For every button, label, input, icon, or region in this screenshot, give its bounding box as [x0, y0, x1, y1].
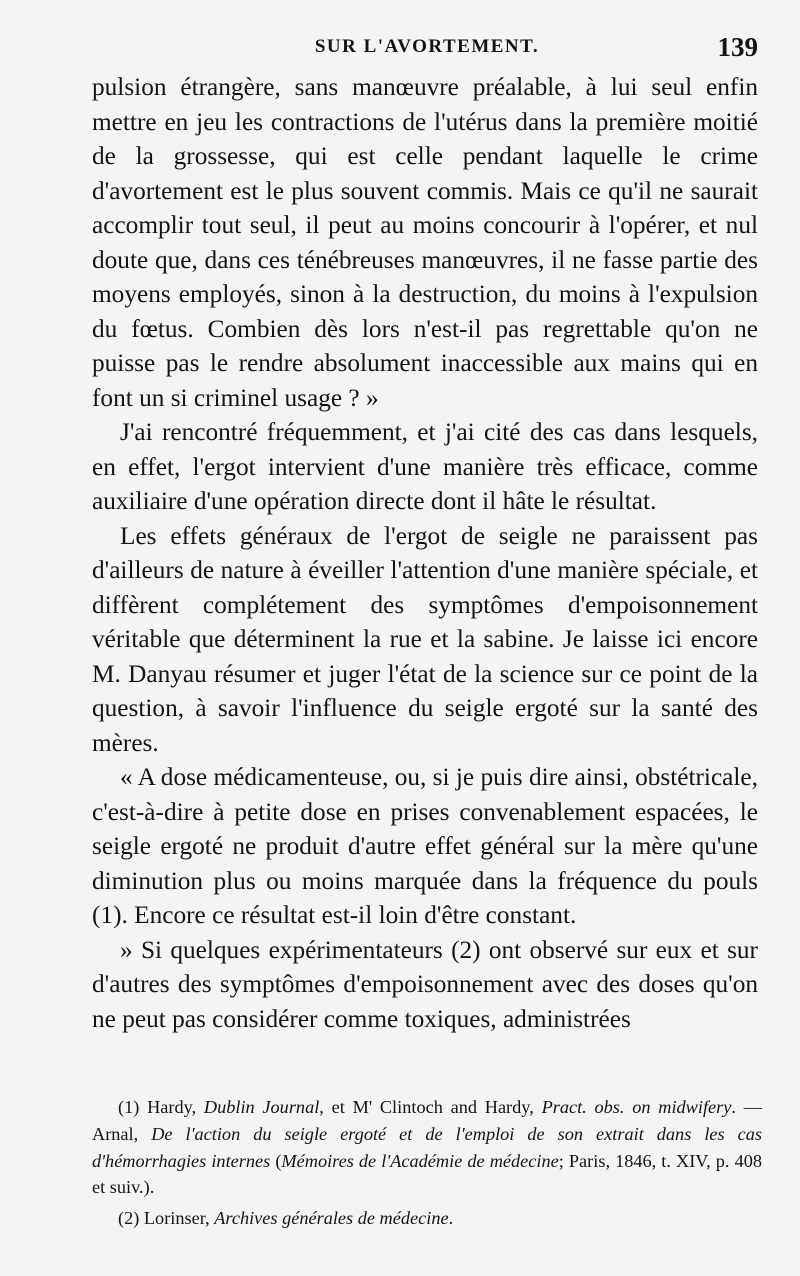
- footnote-italic: De l'action du seigle ergoté et de l'emploi de son extrait dans les cas d'hémorrhagies internes: [92, 1123, 762, 1171]
- footnote-text: (1) Hardy,: [118, 1097, 204, 1117]
- footnote-italic: Pract. obs. on midwifery: [541, 1097, 732, 1117]
- paragraph: pulsion étrangère, sans manœuvre préalable, à lui seul enfin mettre en jeu les contractions de l'utérus dans la première moitié de la grossesse, qui est celle pendant laquelle le crime d'avortement est le plus souvent commis. Mais ce qu'il ne saurait accomplir tout seul, il peut au moins concourir à l'opérer, et nul doute que, dans ces ténébreuses manœuvres, il ne fasse partie des moyens employés, sinon à la destruction, du moins à l'expulsion du fœtus. Combien dès lors n'est-il pas regrettable qu'on ne puisse pas le rendre absolument inaccessible aux mains qui en font un si criminel usage ? »: [92, 73, 758, 412]
- running-head: SUR L'AVORTEMENT.: [314, 36, 540, 57]
- footnote-italic: Dublin Journal: [203, 1097, 320, 1117]
- paragraph: Les effets généraux de l'ergot de seigle ne paraissent pas d'ailleurs de nature à éveiller l'attention d'une manière spéciale, et diffèrent complétement des symptômes d'empoisonnement véritable que déterminent la rue et la sabine. Je laisse ici encore M. Danyau résumer et juger l'état de la science sur ce point de la question, à savoir l'influence du seigle ergoté sur la santé des mères.: [92, 521, 758, 757]
- quote-paragraph: » Si quelques expérimentateurs (2) ont observé sur eux et sur d'autres des symptômes d'empoisonnement avec des doses qu'on ne peut pas considérer comme toxiques, administrées: [92, 935, 758, 1033]
- footnote-italic: Mémoires de l'Académie de médecine: [281, 1150, 559, 1171]
- paragraph: J'ai rencontré fréquemment, et j'ai cité des cas dans lesquels, en effet, l'ergot intervient d'une manière très efficace, comme auxiliaire d'une opération directe dont il hâte le résultat.: [92, 418, 758, 515]
- quote-paragraph: « A dose médicamenteuse, ou, si je puis dire ainsi, obstétricale, c'est-à-dire à petite dose en prises convenablement espacées, le seigle ergoté ne produit d'autre effet général sur la mère qu'une diminution plus ou moins marquée dans la fréquence du pouls (1). Encore ce résultat est-il loin d'être constant.: [92, 763, 758, 929]
- footnote-text: . — Arnal,: [92, 1097, 762, 1144]
- footnote-text: , et M' Clintoch and Hardy,: [319, 1097, 542, 1117]
- footnote-1: [92, 1094, 762, 1201]
- body-text: [92, 70, 758, 1036]
- footnotes: [92, 1094, 762, 1236]
- footnote-italic: Archives générales de médecine: [214, 1208, 449, 1229]
- footnote-text: (: [270, 1150, 282, 1171]
- footnote-2: [92, 1205, 762, 1232]
- footnote-text: .: [448, 1208, 454, 1229]
- page-number: 139: [717, 32, 758, 62]
- footnote-text: ; Paris, 1846, t. XIV, p. 408 et suiv.).: [92, 1150, 762, 1198]
- footnote-text: (2) Lorinser,: [118, 1208, 215, 1229]
- page-header: [92, 32, 762, 70]
